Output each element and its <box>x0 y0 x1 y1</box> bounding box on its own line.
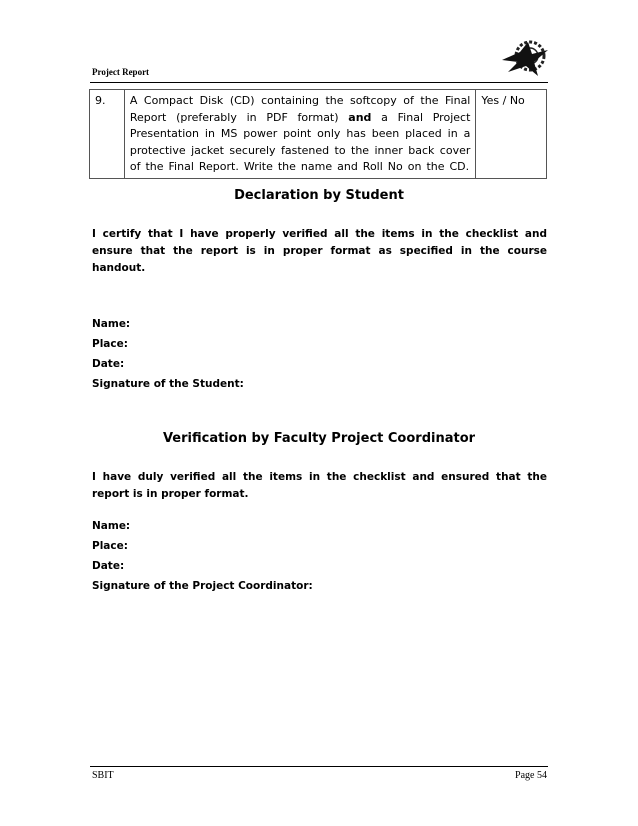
checklist-row <box>90 90 547 179</box>
checklist-table <box>89 89 547 179</box>
footer-page-number: Page 54 <box>515 770 547 781</box>
student-date-label: Date: <box>92 358 125 370</box>
row-text-bold: and <box>348 110 372 124</box>
footer-rule <box>90 766 548 767</box>
header-title: Project Report <box>92 67 150 77</box>
row-text-part-1: A Compact Disk (CD) containing the softcopy of the Final Report (preferably in PDF format) <box>129 94 471 124</box>
coordinator-signature-label: Signature of the Project Coordinator: <box>92 580 313 592</box>
student-name-label: Name: <box>92 318 131 330</box>
coordinator-place-label: Place: <box>92 540 128 552</box>
row-text-part-2: a Final Project Presentation in MS power point only has been placed in a protective jacket securely fastened to the inner back cover of the Final Report. Write the name and Roll No on the CD. <box>129 110 471 173</box>
coordinator-date-label: Date: <box>92 560 125 572</box>
row-description <box>124 90 476 179</box>
row-number: 9. <box>90 90 125 179</box>
student-declaration-heading: Declaration by Student <box>234 188 404 203</box>
student-signature-label: Signature of the Student: <box>92 378 244 390</box>
student-declaration-statement: I certify that I have properly verified all the items in the checklist and ensure that the report is in proper format as specified in the course handout. <box>92 228 547 274</box>
row-answer: Yes / No <box>476 90 547 179</box>
footer-institute: SBIT <box>92 770 114 781</box>
student-place-label: Place: <box>92 338 128 350</box>
coordinator-verification-heading: Verification by Faculty Project Coordinator <box>162 431 476 446</box>
coordinator-name-label: Name: <box>92 520 131 532</box>
sbit-logo-icon <box>498 38 552 78</box>
header-rule <box>90 82 548 83</box>
coordinator-verification-statement: I have duly verified all the items in the checklist and ensured that the report is in proper format. <box>92 471 547 500</box>
